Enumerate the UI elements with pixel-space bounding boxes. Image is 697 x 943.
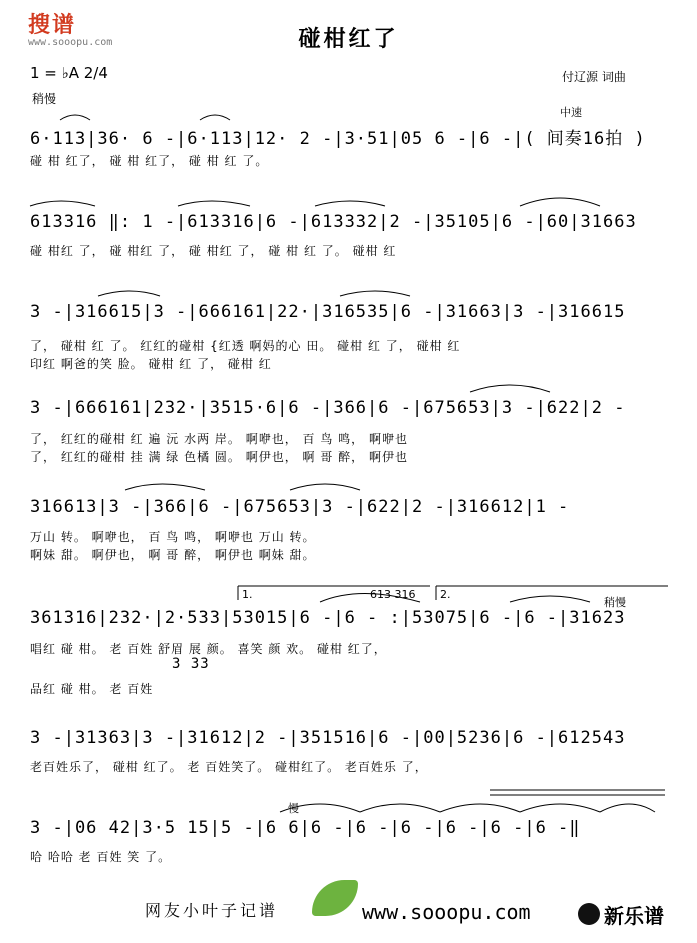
lyric-row-5a: 万山 转。 啊咿也， 百 鸟 鸣， 啊咿也 万山 转。 xyxy=(30,530,316,544)
tempo-change: 中速 xyxy=(560,106,582,119)
tempo-marking: 稍慢 xyxy=(32,92,57,106)
slur xyxy=(30,201,95,206)
slur xyxy=(60,115,90,120)
logo-url: www.sooopu.com xyxy=(28,37,113,48)
staff-row-3: 3 -|316615|3 -|666161|22·|316535|6 -|31663|3 -|316615 xyxy=(30,302,626,322)
tempo-change-2: 稍慢 xyxy=(604,596,626,609)
logo-text: 搜谱 xyxy=(28,13,77,38)
slur xyxy=(510,596,590,602)
song-title: 碰柑红了 xyxy=(298,26,399,52)
staff-row-5: 316613|3 -|366|6 -|675653|3 -|622|2 -|316612|1 - xyxy=(30,497,570,517)
key-signature: 1 = ♭A 2/4 xyxy=(30,64,108,82)
slur xyxy=(320,594,420,603)
slur xyxy=(470,385,550,392)
slur xyxy=(600,804,655,812)
staff-row-8: 3 -|06 42|3·5 15|5 -|6 6|6 -|6 -|6 -|6 -|6 -|6 -‖ xyxy=(30,818,581,838)
lyric-row-5b: 啊妹 甜。 啊伊也， 啊 哥 醉， 啊伊也 啊妹 甜。 xyxy=(30,548,316,562)
footer-url[interactable]: www.sooopu.com xyxy=(362,900,531,924)
slur xyxy=(520,198,600,206)
slur xyxy=(290,484,360,490)
lyric-row-1: 碰 柑 红了， 碰 柑 红了， 碰 柑 红 了。 xyxy=(30,154,269,168)
lyric-row-3b: 印红 啊爸的笑 脸。 碰柑 红 了， 碰柑 红 xyxy=(30,357,272,371)
lyric-row-2: 碰 柑红 了， 碰 柑红 了， 碰 柑红 了， 碰 柑 红 了。 碰柑 红 xyxy=(30,244,397,258)
lyric-row-8: 哈 哈哈 老 百姓 笑 了。 xyxy=(30,850,172,864)
slur xyxy=(178,201,250,206)
lyric-row-3a: 了， 碰柑 红 了。 红红的碰柑 {红透 啊妈的心 田。 碰柑 红 了， 碰柑 红 xyxy=(30,339,461,353)
lyric-row-6a: 唱红 碰 柑。 老 百姓 舒眉 展 颜。 喜笑 颜 欢。 碰柑 红了， xyxy=(30,642,387,656)
slur xyxy=(340,291,410,296)
lyric-row-7: 老百姓乐了， 碰柑 红了。 老 百姓笑了。 碰柑红了。 老百姓乐 了， xyxy=(30,760,428,774)
slur xyxy=(440,804,520,812)
footer-brand: 新乐谱 xyxy=(604,904,664,928)
staff-row-6: 361316|232·|2·533|53015|6 -|6 - :|53075|6 -|6 -|31623 xyxy=(30,608,626,628)
record-icon xyxy=(578,903,600,925)
staff-row-2: 613316 ‖: 1 -|613316|6 -|613332|2 -|35105|6 -|60|31663 xyxy=(30,212,637,232)
transcriber-credit: 网友小叶子记谱 xyxy=(145,901,279,920)
slur xyxy=(520,804,600,812)
staff-row-1: 6·113|36· 6 -|6·113|12· 2 -|3·51|05 6 -|6 -|( 间奏16拍 ) xyxy=(30,129,646,149)
lyric-row-4a: 了， 红红的碰柑 红 遍 沅 水两 岸。 啊咿也， 百 鸟 鸣， 啊咿也 xyxy=(30,432,408,446)
slur xyxy=(125,484,205,490)
staff-row-7: 3 -|31363|3 -|31612|2 -|351516|6 -|00|5236|6 -|612543 xyxy=(30,728,626,748)
volta-1: 1. xyxy=(242,588,253,601)
volta-2: 2. xyxy=(440,588,451,601)
slur xyxy=(280,804,360,812)
slur xyxy=(200,115,230,120)
slur xyxy=(98,291,160,296)
lyric-row-4b: 了， 红红的碰柑 挂 满 绿 色橘 圆。 啊伊也， 啊 哥 醉， 啊伊也 xyxy=(30,450,408,464)
staff-row-4: 3 -|666161|232·|3515·6|6 -|366|6 -|675653|3 -|622|2 - xyxy=(30,398,626,418)
lyric-row-6b: 品红 碰 柑。 老 百姓 xyxy=(30,682,154,696)
grace-ornament: 613 316 xyxy=(370,588,416,601)
harmony-notes-a: 3 33 xyxy=(172,656,210,672)
slur xyxy=(360,804,440,812)
tempo-change-3: 慢 xyxy=(288,802,299,815)
slur xyxy=(315,201,385,206)
composer-credit: 付辽源 词曲 xyxy=(562,70,626,84)
